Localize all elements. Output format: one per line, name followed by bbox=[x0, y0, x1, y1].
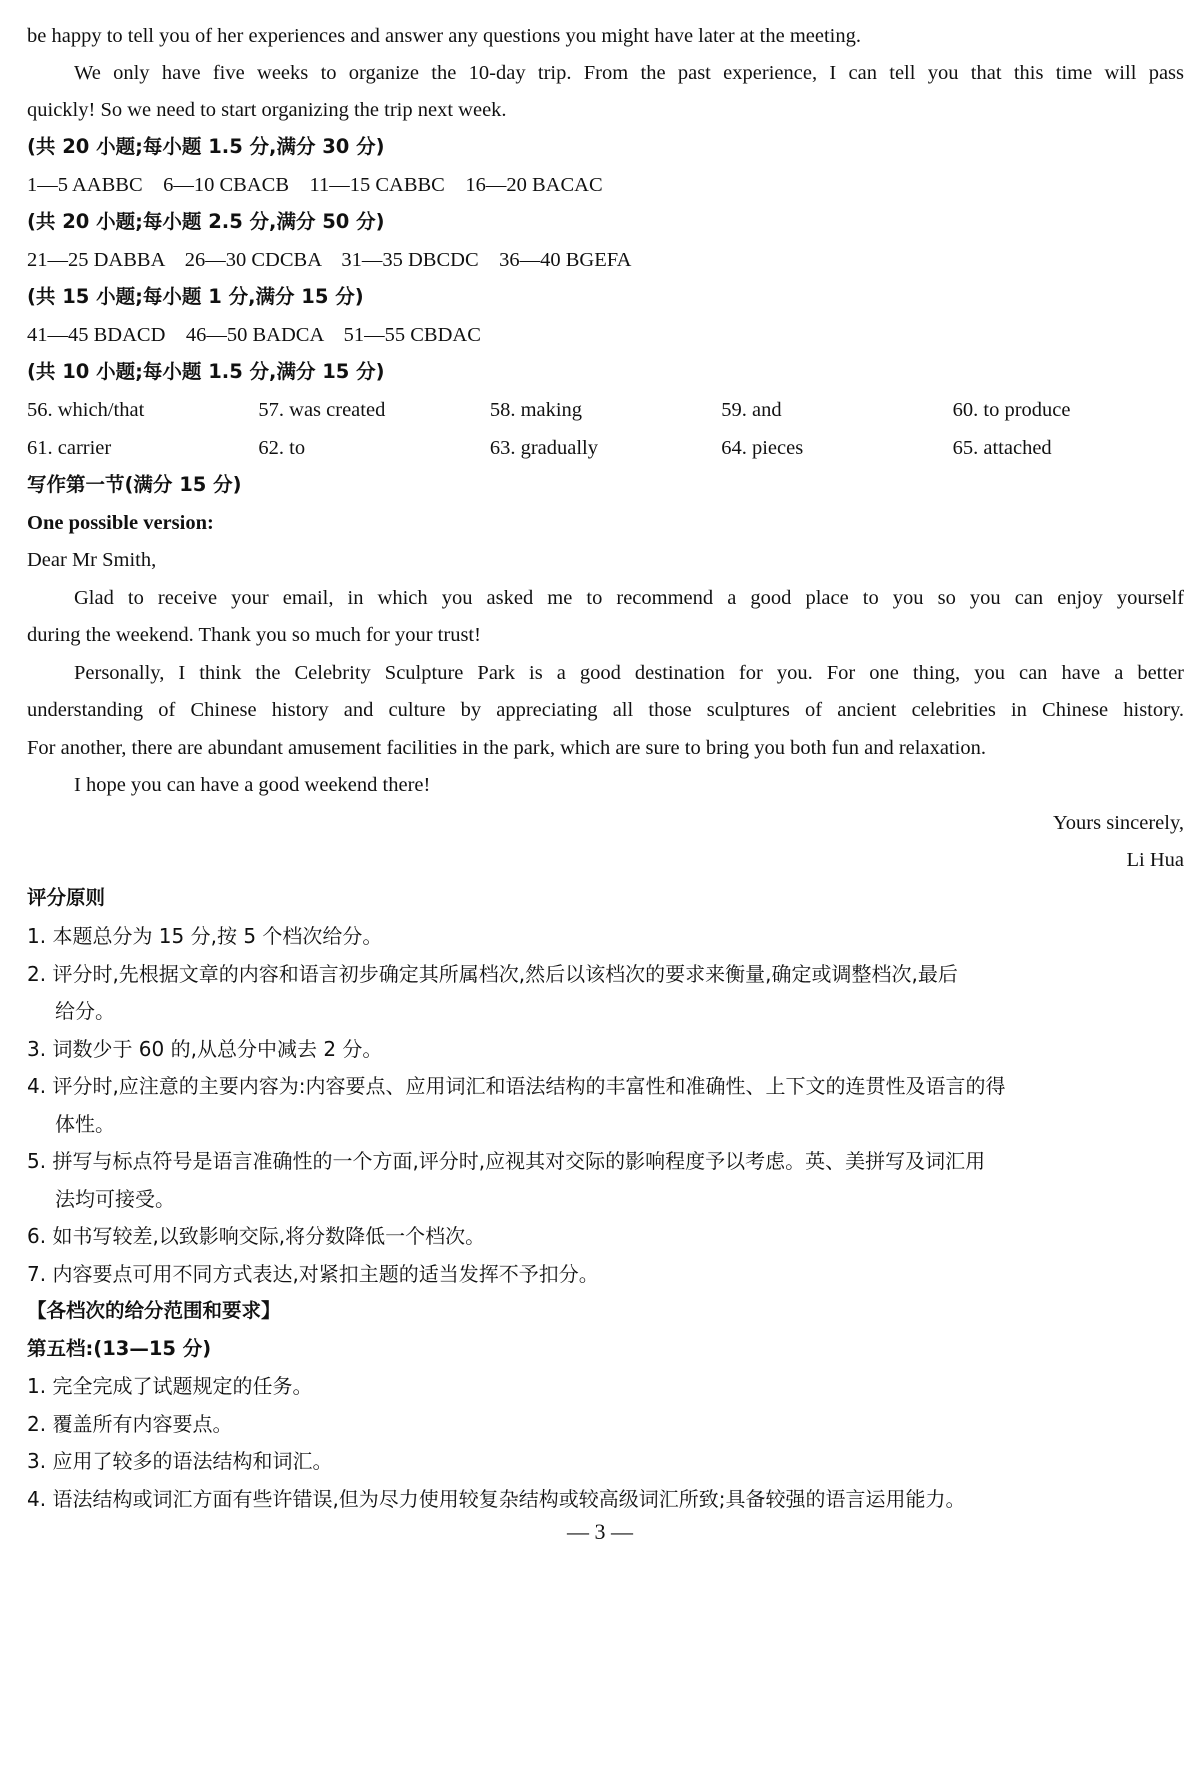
answer-item: 57. was created bbox=[258, 399, 386, 421]
rubric-item: 2. 评分时,先根据文章的内容和语言初步确定其所属档次,然后以该档次的要求来衡量,确定或调整档次,最后 bbox=[27, 962, 958, 986]
section-4-row bbox=[27, 396, 1184, 424]
letter-closing: Yours sincerely, bbox=[1053, 812, 1184, 834]
section-4-header: (共 10 小题;每小题 1.5 分,满分 15 分) bbox=[27, 360, 385, 383]
answer-item: 64. pieces bbox=[721, 437, 804, 459]
section-3-header: (共 15 小题;每小题 1 分,满分 15 分) bbox=[27, 285, 364, 308]
letter-line: Personally, I think the Celebrity Sculpture Park is a good destination for you. For one thing, you can have a better bbox=[74, 662, 1184, 684]
answer-item: 56. which/that bbox=[27, 399, 145, 421]
answer-item: 58. making bbox=[489, 399, 583, 421]
passage-line: quickly! So we need to start organizing the trip next week. bbox=[27, 99, 507, 121]
level-5-header: 第五档:(13—15 分) bbox=[27, 1337, 212, 1360]
letter-line: I hope you can have a good weekend there! bbox=[74, 774, 431, 796]
section-1-header: (共 20 小题;每小题 1.5 分,满分 30 分) bbox=[27, 135, 385, 158]
rubric-item: 4. 评分时,应注意的主要内容为:内容要点、应用词汇和语法结构的丰富性和准确性、上下文的连贯性及语言的得 bbox=[27, 1074, 1006, 1098]
levels-header: 【各档次的给分范围和要求】 bbox=[27, 1299, 281, 1322]
section-2-answers: 21—25 DABBA 26—30 CDCBA 31—35 DBCDC 36—40 BGEFA bbox=[27, 249, 632, 271]
letter-salutation: Dear Mr Smith, bbox=[27, 549, 157, 571]
answer-item: 59. and bbox=[721, 399, 782, 421]
rubric-item: 6. 如书写较差,以致影响交际,将分数降低一个档次。 bbox=[27, 1224, 486, 1248]
writing-header: 写作第一节(满分 15 分) bbox=[27, 473, 242, 496]
letter-line: Glad to receive your email, in which you asked me to recommend a good place to you so you can enjoy yourself bbox=[74, 587, 1184, 609]
rubric-item: 7. 内容要点可用不同方式表达,对紧扣主题的适当发挥不予扣分。 bbox=[27, 1262, 599, 1286]
letter-line: during the weekend. Thank you so much for your trust! bbox=[27, 624, 481, 646]
rubric-item-cont: 法均可接受。 bbox=[55, 1187, 175, 1211]
letter-line: understanding of Chinese history and culture by appreciating all those sculptures of ancient celebrities in Chinese history. bbox=[27, 699, 1184, 721]
level-item: 2. 覆盖所有内容要点。 bbox=[27, 1412, 233, 1436]
passage-line: We only have five weeks to organize the 10-day trip. From the past experience, I can tell you that this time will pass bbox=[74, 62, 1184, 84]
rubric-item: 5. 拼写与标点符号是语言准确性的一个方面,评分时,应视其对交际的影响程度予以考虑。英、美拼写及词汇用 bbox=[27, 1149, 986, 1173]
rubric-item: 3. 词数少于 60 的,从总分中减去 2 分。 bbox=[27, 1037, 383, 1061]
version-label: One possible version: bbox=[27, 512, 214, 534]
answer-item: 61. carrier bbox=[27, 437, 112, 459]
answer-item: 60. to produce bbox=[952, 399, 1071, 421]
answer-item: 65. attached bbox=[952, 437, 1052, 459]
rubric-item-cont: 体性。 bbox=[55, 1112, 115, 1136]
letter-line: For another, there are abundant amusement facilities in the park, which are sure to bring you both fun and relaxation. bbox=[27, 737, 986, 759]
section-3-answers: 41—45 BDACD 46—50 BADCA 51—55 CBDAC bbox=[27, 324, 481, 346]
section-2-header: (共 20 小题;每小题 2.5 分,满分 50 分) bbox=[27, 210, 385, 233]
section-4-row bbox=[27, 434, 1184, 462]
level-item: 4. 语法结构或词汇方面有些许错误,但为尽力使用较复杂结构或较高级词汇所致;具备较强的语言运用能力。 bbox=[27, 1487, 966, 1511]
level-item: 3. 应用了较多的语法结构和词汇。 bbox=[27, 1449, 333, 1473]
rubric-header: 评分原则 bbox=[27, 886, 106, 909]
answer-item: 63. gradually bbox=[489, 437, 598, 459]
letter-signature: Li Hua bbox=[1126, 849, 1184, 871]
answer-item: 62. to bbox=[258, 437, 306, 459]
rubric-item-cont: 给分。 bbox=[55, 999, 115, 1023]
passage-line: be happy to tell you of her experiences and answer any questions you might have later at the meeting. bbox=[27, 25, 861, 47]
rubric-item: 1. 本题总分为 15 分,按 5 个档次给分。 bbox=[27, 924, 383, 948]
level-item: 1. 完全完成了试题规定的任务。 bbox=[27, 1374, 313, 1398]
page-number: — 3 — bbox=[567, 1519, 633, 1544]
section-1-answers: 1—5 AABBC 6—10 CBACB 11—15 CABBC 16—20 BACAC bbox=[27, 174, 603, 196]
